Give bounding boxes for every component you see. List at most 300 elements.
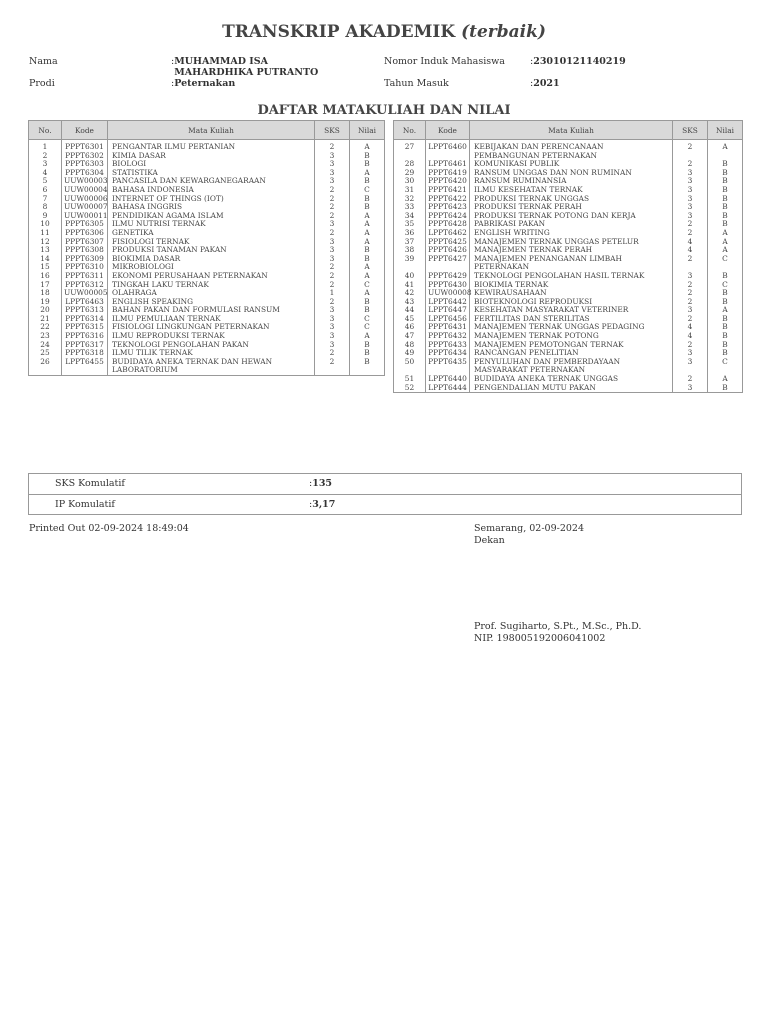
course-grade: B xyxy=(708,195,743,204)
course-name: ILMU REPRODUKSI TERNAK xyxy=(108,332,315,341)
course-name: ILMU TILIK TERNAK xyxy=(108,349,315,358)
col-no: No. xyxy=(394,121,426,140)
course-grade: C xyxy=(708,255,743,272)
col-no: No. xyxy=(29,121,62,140)
course-sks: 3 xyxy=(673,349,708,358)
course-no: 24 xyxy=(29,341,62,350)
course-sks: 2 xyxy=(673,140,708,161)
course-no: 47 xyxy=(394,332,426,341)
course-name: TEKNOLOGI PENGOLAHAN HASIL TERNAK xyxy=(470,272,673,281)
course-name: BUDIDAYA ANEKA TERNAK DAN HEWAN LABORATORIUM xyxy=(108,358,315,376)
course-code: PPPT6433 xyxy=(426,341,470,350)
course-code: PPPT6305 xyxy=(62,220,108,229)
course-grade: B xyxy=(350,195,385,204)
course-no: 48 xyxy=(394,341,426,350)
course-name: BUDIDAYA ANEKA TERNAK UNGGAS xyxy=(470,375,673,384)
course-name: BAHASA INDONESIA xyxy=(108,186,315,195)
course-no: 41 xyxy=(394,281,426,290)
course-sks: 4 xyxy=(673,323,708,332)
course-grade: A xyxy=(350,332,385,341)
course-grade: A xyxy=(350,289,385,298)
course-name: BIOKIMIA TERNAK xyxy=(470,281,673,290)
course-sks: 2 xyxy=(315,298,350,307)
course-code: PPPT6421 xyxy=(426,186,470,195)
course-grade: A xyxy=(708,140,743,161)
course-sks: 2 xyxy=(673,160,708,169)
course-code: PPPT6435 xyxy=(426,358,470,375)
course-name: PENGANTAR ILMU PERTANIAN xyxy=(108,140,315,152)
course-sks: 2 xyxy=(315,349,350,358)
course-name: MANAJEMEN TERNAK UNGGAS PETELUR xyxy=(470,238,673,247)
course-sks: 3 xyxy=(673,195,708,204)
course-sks: 2 xyxy=(673,315,708,324)
course-code: UUW00003 xyxy=(62,177,108,186)
course-code: PPPT6315 xyxy=(62,323,108,332)
course-grade: B xyxy=(708,186,743,195)
course-grade: A xyxy=(350,169,385,178)
course-grade: A xyxy=(708,306,743,315)
course-grade: B xyxy=(708,349,743,358)
course-grade: B xyxy=(708,323,743,332)
course-no: 30 xyxy=(394,177,426,186)
course-sks: 4 xyxy=(673,246,708,255)
course-grade: C xyxy=(708,358,743,375)
sks-komulatif-value: :135 xyxy=(309,478,333,489)
name-value: :MUHAMMAD ISA MAHARDHIKA PUTRANTO xyxy=(171,56,319,78)
course-grade: B xyxy=(708,177,743,186)
course-no: 23 xyxy=(29,332,62,341)
course-name: PABRIKASI PAKAN xyxy=(470,220,673,229)
course-sks: 2 xyxy=(315,281,350,290)
course-name: STATISTIKA xyxy=(108,169,315,178)
course-grade: A xyxy=(350,272,385,281)
course-code: PPPT6301 xyxy=(62,140,108,152)
course-grade: B xyxy=(350,203,385,212)
course-grade: A xyxy=(350,212,385,221)
course-no: 34 xyxy=(394,212,426,221)
course-grade: B xyxy=(350,255,385,264)
course-name: TINGKAH LAKU TERNAK xyxy=(108,281,315,290)
place-date: Semarang, 02-09-2024 xyxy=(474,523,585,534)
course-code: LPPT6461 xyxy=(426,160,470,169)
course-grade: B xyxy=(708,332,743,341)
course-name: MANAJEMEN TERNAK UNGGAS PEDAGING xyxy=(470,323,673,332)
course-grade: B xyxy=(708,272,743,281)
course-sks: 2 xyxy=(673,289,708,298)
table-row xyxy=(394,140,743,161)
course-grade: C xyxy=(350,281,385,290)
course-name: MANAJEMEN TERNAK PERAH xyxy=(470,246,673,255)
course-no: 32 xyxy=(394,195,426,204)
course-no: 2 xyxy=(29,152,62,161)
ip-komulatif-row xyxy=(29,494,741,515)
course-no: 28 xyxy=(394,160,426,169)
course-code: PPPT6316 xyxy=(62,332,108,341)
course-name: RANSUM UNGGAS DAN NON RUMINAN xyxy=(470,169,673,178)
course-code: UUW00011 xyxy=(62,212,108,221)
course-no: 49 xyxy=(394,349,426,358)
course-name: ILMU PEMULIAAN TERNAK xyxy=(108,315,315,324)
course-no: 22 xyxy=(29,323,62,332)
course-code: LPPT6442 xyxy=(426,298,470,307)
course-name: PANCASILA DAN KEWARGANEGARAAN xyxy=(108,177,315,186)
course-code: LPPT6460 xyxy=(426,140,470,161)
course-name: KIMIA DASAR xyxy=(108,152,315,161)
course-no: 12 xyxy=(29,238,62,247)
course-name: MANAJEMEN PEMOTONGAN TERNAK xyxy=(470,341,673,350)
course-grade: B xyxy=(350,152,385,161)
course-grade: B xyxy=(350,177,385,186)
course-sks: 2 xyxy=(315,195,350,204)
course-sks: 3 xyxy=(315,152,350,161)
course-no: 52 xyxy=(394,384,426,393)
course-code: PPPT6429 xyxy=(426,272,470,281)
course-grade: A xyxy=(350,263,385,272)
course-code: PPPT6307 xyxy=(62,238,108,247)
course-name: PENGENDALIAN MUTU PAKAN xyxy=(470,384,673,393)
course-sks: 2 xyxy=(673,375,708,384)
course-code: PPPT6424 xyxy=(426,212,470,221)
course-sks: 3 xyxy=(315,332,350,341)
course-grade: B xyxy=(350,298,385,307)
course-name: MIKROBIOLOGI xyxy=(108,263,315,272)
course-no: 38 xyxy=(394,246,426,255)
course-no: 43 xyxy=(394,298,426,307)
course-sks: 4 xyxy=(673,332,708,341)
course-sks: 2 xyxy=(673,220,708,229)
course-name: BIOLOGI xyxy=(108,160,315,169)
course-name: BIOTEKNOLOGI REPRODUKSI xyxy=(470,298,673,307)
course-sks: 2 xyxy=(673,281,708,290)
course-no: 19 xyxy=(29,298,62,307)
course-grade: A xyxy=(350,229,385,238)
course-sks: 2 xyxy=(315,140,350,152)
course-no: 37 xyxy=(394,238,426,247)
course-code: LPPT6456 xyxy=(426,315,470,324)
course-sks: 3 xyxy=(315,315,350,324)
course-sks: 2 xyxy=(673,255,708,272)
course-name: FISIOLOGI LINGKUNGAN PETERNAKAN xyxy=(108,323,315,332)
course-sks: 3 xyxy=(673,212,708,221)
course-sks: 3 xyxy=(673,186,708,195)
course-code: PPPT6303 xyxy=(62,160,108,169)
table-row xyxy=(394,384,743,393)
col-mata-kuliah: Mata Kuliah xyxy=(108,121,315,140)
signer-name: Prof. Sugiharto, S.Pt., M.Sc., Ph.D. xyxy=(474,621,642,632)
course-name: ENGLISH WRITING xyxy=(470,229,673,238)
nim-label: Nomor Induk Mahasiswa xyxy=(384,56,505,67)
course-no: 15 xyxy=(29,263,62,272)
course-no: 31 xyxy=(394,186,426,195)
course-code: UUW00007 xyxy=(62,203,108,212)
course-code: PPPT6423 xyxy=(426,203,470,212)
course-sks: 3 xyxy=(673,384,708,393)
course-grade: B xyxy=(708,341,743,350)
course-code: PPPT6427 xyxy=(426,255,470,272)
courses-table-right xyxy=(393,120,743,393)
course-code: PPPT6434 xyxy=(426,349,470,358)
course-sks: 2 xyxy=(315,203,350,212)
col-sks: SKS xyxy=(315,121,350,140)
ip-komulatif-label: IP Komulatif xyxy=(55,499,115,510)
course-no: 39 xyxy=(394,255,426,272)
course-code: PPPT6309 xyxy=(62,255,108,264)
course-name: PRODUKSI TERNAK UNGGAS xyxy=(470,195,673,204)
course-no: 13 xyxy=(29,246,62,255)
course-code: PPPT6317 xyxy=(62,341,108,350)
course-no: 33 xyxy=(394,203,426,212)
course-sks: 3 xyxy=(673,358,708,375)
page-title: TRANSKRIP AKADEMIK (terbaik) xyxy=(222,22,546,42)
course-no: 20 xyxy=(29,306,62,315)
course-sks: 3 xyxy=(673,203,708,212)
course-sks: 3 xyxy=(673,306,708,315)
course-name: RANSUM RUMINANSIA xyxy=(470,177,673,186)
course-no: 45 xyxy=(394,315,426,324)
course-name: FERTILITAS DAN STERILITAS xyxy=(470,315,673,324)
course-name: PRODUKSI TERNAK PERAH xyxy=(470,203,673,212)
course-name: KESEHATAN MASYARAKAT VETERINER xyxy=(470,306,673,315)
course-name: TEKNOLOGI PENGOLAHAN PAKAN xyxy=(108,341,315,350)
course-name: ENGLISH SPEAKING xyxy=(108,298,315,307)
course-grade: B xyxy=(708,220,743,229)
courses-table-left xyxy=(28,120,385,376)
course-sks: 2 xyxy=(315,186,350,195)
course-name: BAHAN PAKAN DAN FORMULASI RANSUM xyxy=(108,306,315,315)
course-sks: 2 xyxy=(315,229,350,238)
course-code: LPPT6462 xyxy=(426,229,470,238)
col-kode: Kode xyxy=(62,121,108,140)
course-sks: 3 xyxy=(673,177,708,186)
course-name: EKONOMI PERUSAHAAN PETERNAKAN xyxy=(108,272,315,281)
table-row xyxy=(394,358,743,375)
course-sks: 2 xyxy=(673,341,708,350)
course-name: ILMU KESEHATAN TERNAK xyxy=(470,186,673,195)
sks-komulatif-row xyxy=(29,474,741,494)
course-no: 17 xyxy=(29,281,62,290)
course-no: 46 xyxy=(394,323,426,332)
course-sks: 3 xyxy=(315,160,350,169)
course-no: 11 xyxy=(29,229,62,238)
course-no: 51 xyxy=(394,375,426,384)
course-grade: B xyxy=(708,298,743,307)
course-sks: 3 xyxy=(315,323,350,332)
course-grade: B xyxy=(708,384,743,393)
course-code: PPPT6311 xyxy=(62,272,108,281)
course-no: 4 xyxy=(29,169,62,178)
course-code: PPPT6420 xyxy=(426,177,470,186)
course-grade: B xyxy=(708,289,743,298)
course-code: PPPT6304 xyxy=(62,169,108,178)
course-name: PRODUKSI TERNAK POTONG DAN KERJA xyxy=(470,212,673,221)
course-no: 10 xyxy=(29,220,62,229)
course-code: PPPT6308 xyxy=(62,246,108,255)
course-no: 50 xyxy=(394,358,426,375)
course-no: 18 xyxy=(29,289,62,298)
course-sks: 3 xyxy=(673,169,708,178)
course-sks: 2 xyxy=(315,263,350,272)
course-name: PENDIDIKAN AGAMA ISLAM xyxy=(108,212,315,221)
col-mata-kuliah: Mata Kuliah xyxy=(470,121,673,140)
course-name: KEBIJAKAN DAN PERENCANAAN PEMBANGUNAN PETERNAKAN xyxy=(470,140,673,161)
course-sks: 2 xyxy=(315,272,350,281)
course-grade: B xyxy=(350,160,385,169)
course-code: PPPT6310 xyxy=(62,263,108,272)
course-code: PPPT6426 xyxy=(426,246,470,255)
course-grade: C xyxy=(350,315,385,324)
course-sks: 3 xyxy=(315,220,350,229)
course-code: PPPT6313 xyxy=(62,306,108,315)
nim-value: :23010121140219 xyxy=(530,56,626,67)
course-no: 5 xyxy=(29,177,62,186)
course-grade: B xyxy=(708,315,743,324)
course-grade: B xyxy=(708,169,743,178)
course-no: 27 xyxy=(394,140,426,161)
course-no: 9 xyxy=(29,212,62,221)
course-no: 40 xyxy=(394,272,426,281)
course-sks: 3 xyxy=(673,272,708,281)
signer-nip: NIP. 198005192006041002 xyxy=(474,633,606,644)
course-no: 35 xyxy=(394,220,426,229)
course-grade: B xyxy=(350,306,385,315)
course-code: PPPT6422 xyxy=(426,195,470,204)
course-name: RANCANGAN PENELITIAN xyxy=(470,349,673,358)
course-no: 25 xyxy=(29,349,62,358)
col-kode: Kode xyxy=(426,121,470,140)
course-code: LPPT6444 xyxy=(426,384,470,393)
course-no: 6 xyxy=(29,186,62,195)
course-name: OLAHRAGA xyxy=(108,289,315,298)
course-code: PPPT6428 xyxy=(426,220,470,229)
course-code: PPPT6430 xyxy=(426,281,470,290)
course-sks: 3 xyxy=(315,255,350,264)
course-code: PPPT6318 xyxy=(62,349,108,358)
course-code: LPPT6455 xyxy=(62,358,108,376)
course-no: 26 xyxy=(29,358,62,376)
ip-komulatif-value: :3,17 xyxy=(309,499,336,510)
course-code: UUW00004 xyxy=(62,186,108,195)
course-code: UUW00005 xyxy=(62,289,108,298)
course-grade: B xyxy=(708,212,743,221)
course-sks: 2 xyxy=(673,298,708,307)
course-name: MANAJEMEN TERNAK POTONG xyxy=(470,332,673,341)
course-no: 14 xyxy=(29,255,62,264)
course-code: PPPT6306 xyxy=(62,229,108,238)
course-no: 7 xyxy=(29,195,62,204)
course-sks: 2 xyxy=(673,229,708,238)
course-sks: 2 xyxy=(315,358,350,376)
course-sks: 4 xyxy=(673,238,708,247)
course-no: 42 xyxy=(394,289,426,298)
course-code: UUW00008 xyxy=(426,289,470,298)
course-code: LPPT6440 xyxy=(426,375,470,384)
course-no: 21 xyxy=(29,315,62,324)
course-no: 44 xyxy=(394,306,426,315)
course-code: PPPT6312 xyxy=(62,281,108,290)
course-grade: C xyxy=(350,323,385,332)
course-sks: 3 xyxy=(315,169,350,178)
name-label: Nama xyxy=(29,56,58,67)
course-no: 36 xyxy=(394,229,426,238)
course-name: BIOKIMIA DASAR xyxy=(108,255,315,264)
course-name: PENYULUHAN DAN PEMBERDAYAAN MASYARAKAT PETERNAKAN xyxy=(470,358,673,375)
course-grade: A xyxy=(708,238,743,247)
summary-box xyxy=(28,473,742,515)
course-name: KEWIRAUSAHAAN xyxy=(470,289,673,298)
course-code: UUW00006 xyxy=(62,195,108,204)
course-grade: A xyxy=(708,375,743,384)
course-name: FISIOLOGI TERNAK xyxy=(108,238,315,247)
col-sks: SKS xyxy=(673,121,708,140)
course-grade: B xyxy=(708,160,743,169)
printed-out-text: Printed Out 02-09-2024 18:49:04 xyxy=(29,523,189,534)
course-sks: 3 xyxy=(315,306,350,315)
course-sks: 2 xyxy=(315,212,350,221)
course-grade: A xyxy=(350,140,385,152)
signer-role: Dekan xyxy=(474,535,505,546)
course-sks: 1 xyxy=(315,289,350,298)
course-grade: A xyxy=(350,220,385,229)
course-name: BAHASA INGGRIS xyxy=(108,203,315,212)
prodi-label: Prodi xyxy=(29,78,55,89)
course-no: 29 xyxy=(394,169,426,178)
course-grade: C xyxy=(350,186,385,195)
course-name: ILMU NUTRISI TERNAK xyxy=(108,220,315,229)
course-grade: B xyxy=(350,358,385,376)
course-name: PRODUKSI TANAMAN PAKAN xyxy=(108,246,315,255)
course-name: GENETIKA xyxy=(108,229,315,238)
col-nilai: Nilai xyxy=(350,121,385,140)
table-row xyxy=(394,255,743,272)
tahun-masuk-value: :2021 xyxy=(530,78,560,89)
course-grade: B xyxy=(708,203,743,212)
course-code: PPPT6432 xyxy=(426,332,470,341)
sks-komulatif-label: SKS Komulatif xyxy=(55,478,125,489)
course-sks: 3 xyxy=(315,341,350,350)
courses-title: DAFTAR MATAKULIAH DAN NILAI xyxy=(257,103,511,118)
course-code: PPPT6302 xyxy=(62,152,108,161)
course-no: 16 xyxy=(29,272,62,281)
course-code: PPPT6425 xyxy=(426,238,470,247)
tahun-masuk-label: Tahun Masuk xyxy=(384,78,449,89)
col-nilai: Nilai xyxy=(708,121,743,140)
course-no: 8 xyxy=(29,203,62,212)
course-code: LPPT6463 xyxy=(62,298,108,307)
course-grade: C xyxy=(708,281,743,290)
course-no: 3 xyxy=(29,160,62,169)
course-name: MANAJEMEN PENANGANAN LIMBAH PETERNAKAN xyxy=(470,255,673,272)
course-sks: 3 xyxy=(315,246,350,255)
course-name: INTERNET OF THINGS (IOT) xyxy=(108,195,315,204)
table-row xyxy=(29,358,385,376)
course-name: KOMUNIKASI PUBLIK xyxy=(470,160,673,169)
course-grade: B xyxy=(350,349,385,358)
course-grade: A xyxy=(708,229,743,238)
course-sks: 3 xyxy=(315,238,350,247)
course-code: PPPT6431 xyxy=(426,323,470,332)
course-grade: B xyxy=(350,246,385,255)
prodi-value: :Peternakan xyxy=(171,78,236,89)
course-grade: A xyxy=(708,246,743,255)
course-sks: 3 xyxy=(315,177,350,186)
table-row xyxy=(29,140,385,152)
course-code: PPPT6419 xyxy=(426,169,470,178)
course-grade: B xyxy=(350,341,385,350)
course-code: LPPT6447 xyxy=(426,306,470,315)
course-grade: A xyxy=(350,238,385,247)
course-no: 1 xyxy=(29,140,62,152)
course-code: PPPT6314 xyxy=(62,315,108,324)
